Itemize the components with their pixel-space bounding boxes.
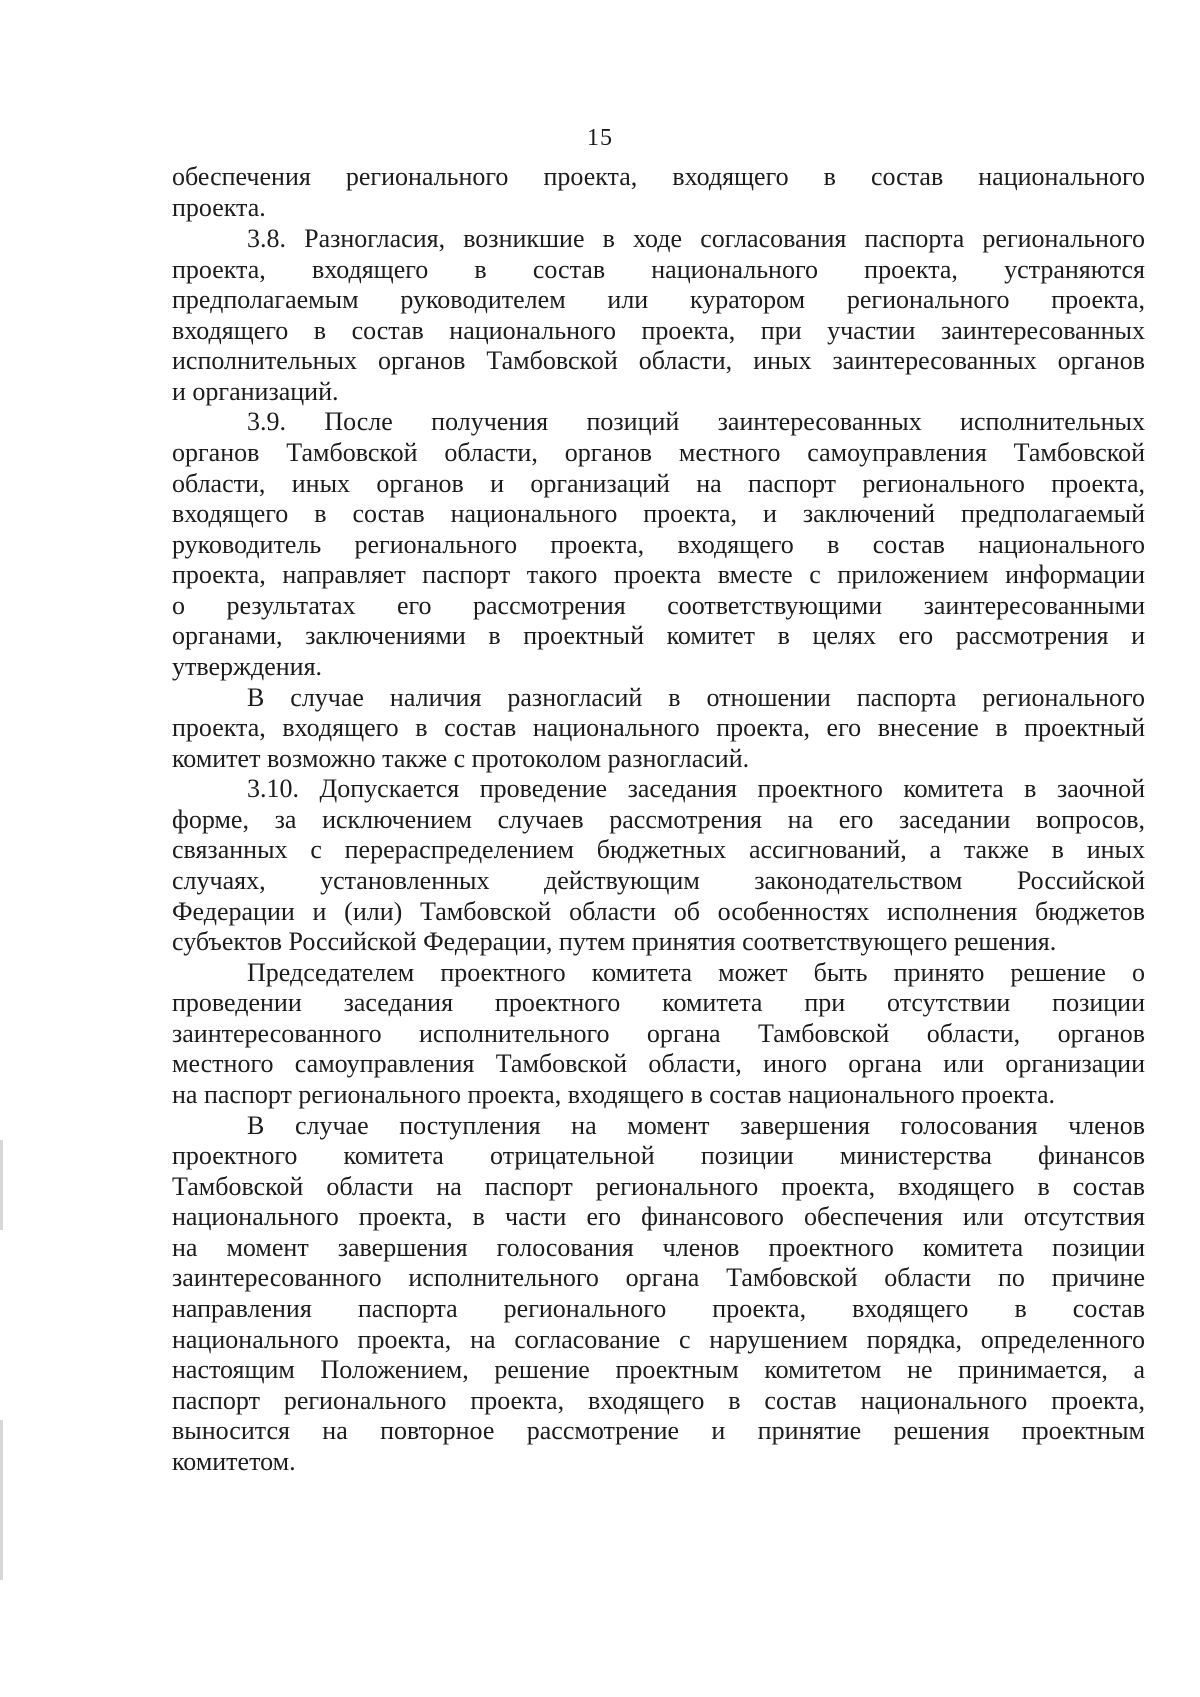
scan-edge-mark bbox=[0, 1420, 3, 1580]
text-line: субъектов Российской Федерации, путем принятия соответствующего решения. bbox=[172, 927, 1057, 956]
paragraph-3-8-start: 3.8. Разногласия, возникшие в ходе согласования паспорта регионального bbox=[247, 224, 1145, 253]
text-line: выносится на повторное рассмотрение и принятие решения проектным bbox=[172, 1416, 1145, 1445]
paragraph-voting-start: В случае поступления на момент завершения голосования членов bbox=[247, 1111, 1145, 1140]
text-line: исполнительных органов Тамбовской области, иных заинтересованных органов bbox=[172, 346, 1145, 375]
text-line: предполагаемым руководителем или куратором регионального проекта, bbox=[172, 285, 1145, 314]
text-line: входящего в состав национального проекта, при участии заинтересованных bbox=[172, 316, 1145, 345]
text-line: связанных с перераспределением бюджетных ассигнований, а также в иных bbox=[172, 835, 1145, 864]
text-line: руководитель регионального проекта, входящего в состав национального bbox=[172, 530, 1145, 559]
text-line: на паспорт регионального проекта, входящего в состав национального проекта. bbox=[172, 1080, 1056, 1109]
text-line: органов Тамбовской области, органов местного самоуправления Тамбовской bbox=[172, 438, 1145, 467]
text-line: национального проекта, на согласование с нарушением порядка, определенного bbox=[172, 1325, 1145, 1354]
text-line: входящего в состав национального проекта, и заключений предполагаемый bbox=[172, 499, 1145, 528]
text-line: паспорт регионального проекта, входящего в состав национального проекта, bbox=[172, 1386, 1145, 1415]
paragraph-3-10-start: 3.10. Допускается проведение заседания проектного комитета в заочной bbox=[247, 774, 1145, 803]
page-number: 15 bbox=[587, 125, 613, 151]
text-line: на момент завершения голосования членов проектного комитета позиции bbox=[172, 1233, 1145, 1262]
text-line: комитет возможно также с протоколом разногласий. bbox=[172, 744, 750, 773]
text-line: заинтересованного исполнительного органа Тамбовской области, органов bbox=[172, 1019, 1145, 1048]
text-line: органами, заключениями в проектный комитет в целях его рассмотрения и bbox=[172, 621, 1145, 650]
text-line: проектного комитета отрицательной позиции министерства финансов bbox=[172, 1141, 1145, 1170]
text-line: и организаций. bbox=[172, 377, 339, 406]
paragraph-disagreements-start: В случае наличия разногласий в отношении паспорта регионального bbox=[247, 683, 1145, 712]
paragraph-3-9-start: 3.9. После получения позиций заинтересованных исполнительных bbox=[247, 407, 1145, 436]
text-line: области, иных органов и организаций на паспорт регионального проекта, bbox=[172, 469, 1145, 498]
text-line: проведении заседания проектного комитета при отсутствии позиции bbox=[172, 988, 1145, 1017]
text-line: Тамбовской области на паспорт регионального проекта, входящего в состав bbox=[172, 1172, 1145, 1201]
text-line: о результатах его рассмотрения соответствующими заинтересованными bbox=[172, 591, 1145, 620]
text-line: направления паспорта регионального проекта, входящего в состав bbox=[172, 1294, 1145, 1323]
text-line: обеспечения регионального проекта, входящего в состав национального bbox=[172, 162, 1145, 191]
text-line: форме, за исключением случаев рассмотрения на его заседании вопросов, bbox=[172, 805, 1145, 834]
text-line: проекта, направляет паспорт такого проекта вместе с приложением информации bbox=[172, 560, 1145, 589]
text-line: проекта, входящего в состав национального проекта, устраняются bbox=[172, 255, 1145, 284]
text-line: национального проекта, в части его финансового обеспечения или отсутствия bbox=[172, 1202, 1145, 1231]
text-line: местного самоуправления Тамбовской области, иного органа или организации bbox=[172, 1049, 1145, 1078]
text-line: проекта. bbox=[172, 193, 266, 222]
text-line: комитетом. bbox=[172, 1447, 296, 1476]
text-line: заинтересованного исполнительного органа Тамбовской области по причине bbox=[172, 1263, 1145, 1292]
text-line: настоящим Положением, решение проектным комитетом не принимается, а bbox=[172, 1355, 1145, 1384]
text-line: Федерации и (или) Тамбовской области об особенностях исполнения бюджетов bbox=[172, 897, 1145, 926]
paragraph-chairman-start: Председателем проектного комитета может быть принято решение о bbox=[247, 958, 1145, 987]
text-line: проекта, входящего в состав национального проекта, его внесение в проектный bbox=[172, 713, 1145, 742]
text-line: случаях, установленных действующим законодательством Российской bbox=[172, 866, 1145, 895]
text-line: утверждения. bbox=[172, 652, 323, 681]
scan-edge-mark bbox=[0, 1140, 3, 1230]
